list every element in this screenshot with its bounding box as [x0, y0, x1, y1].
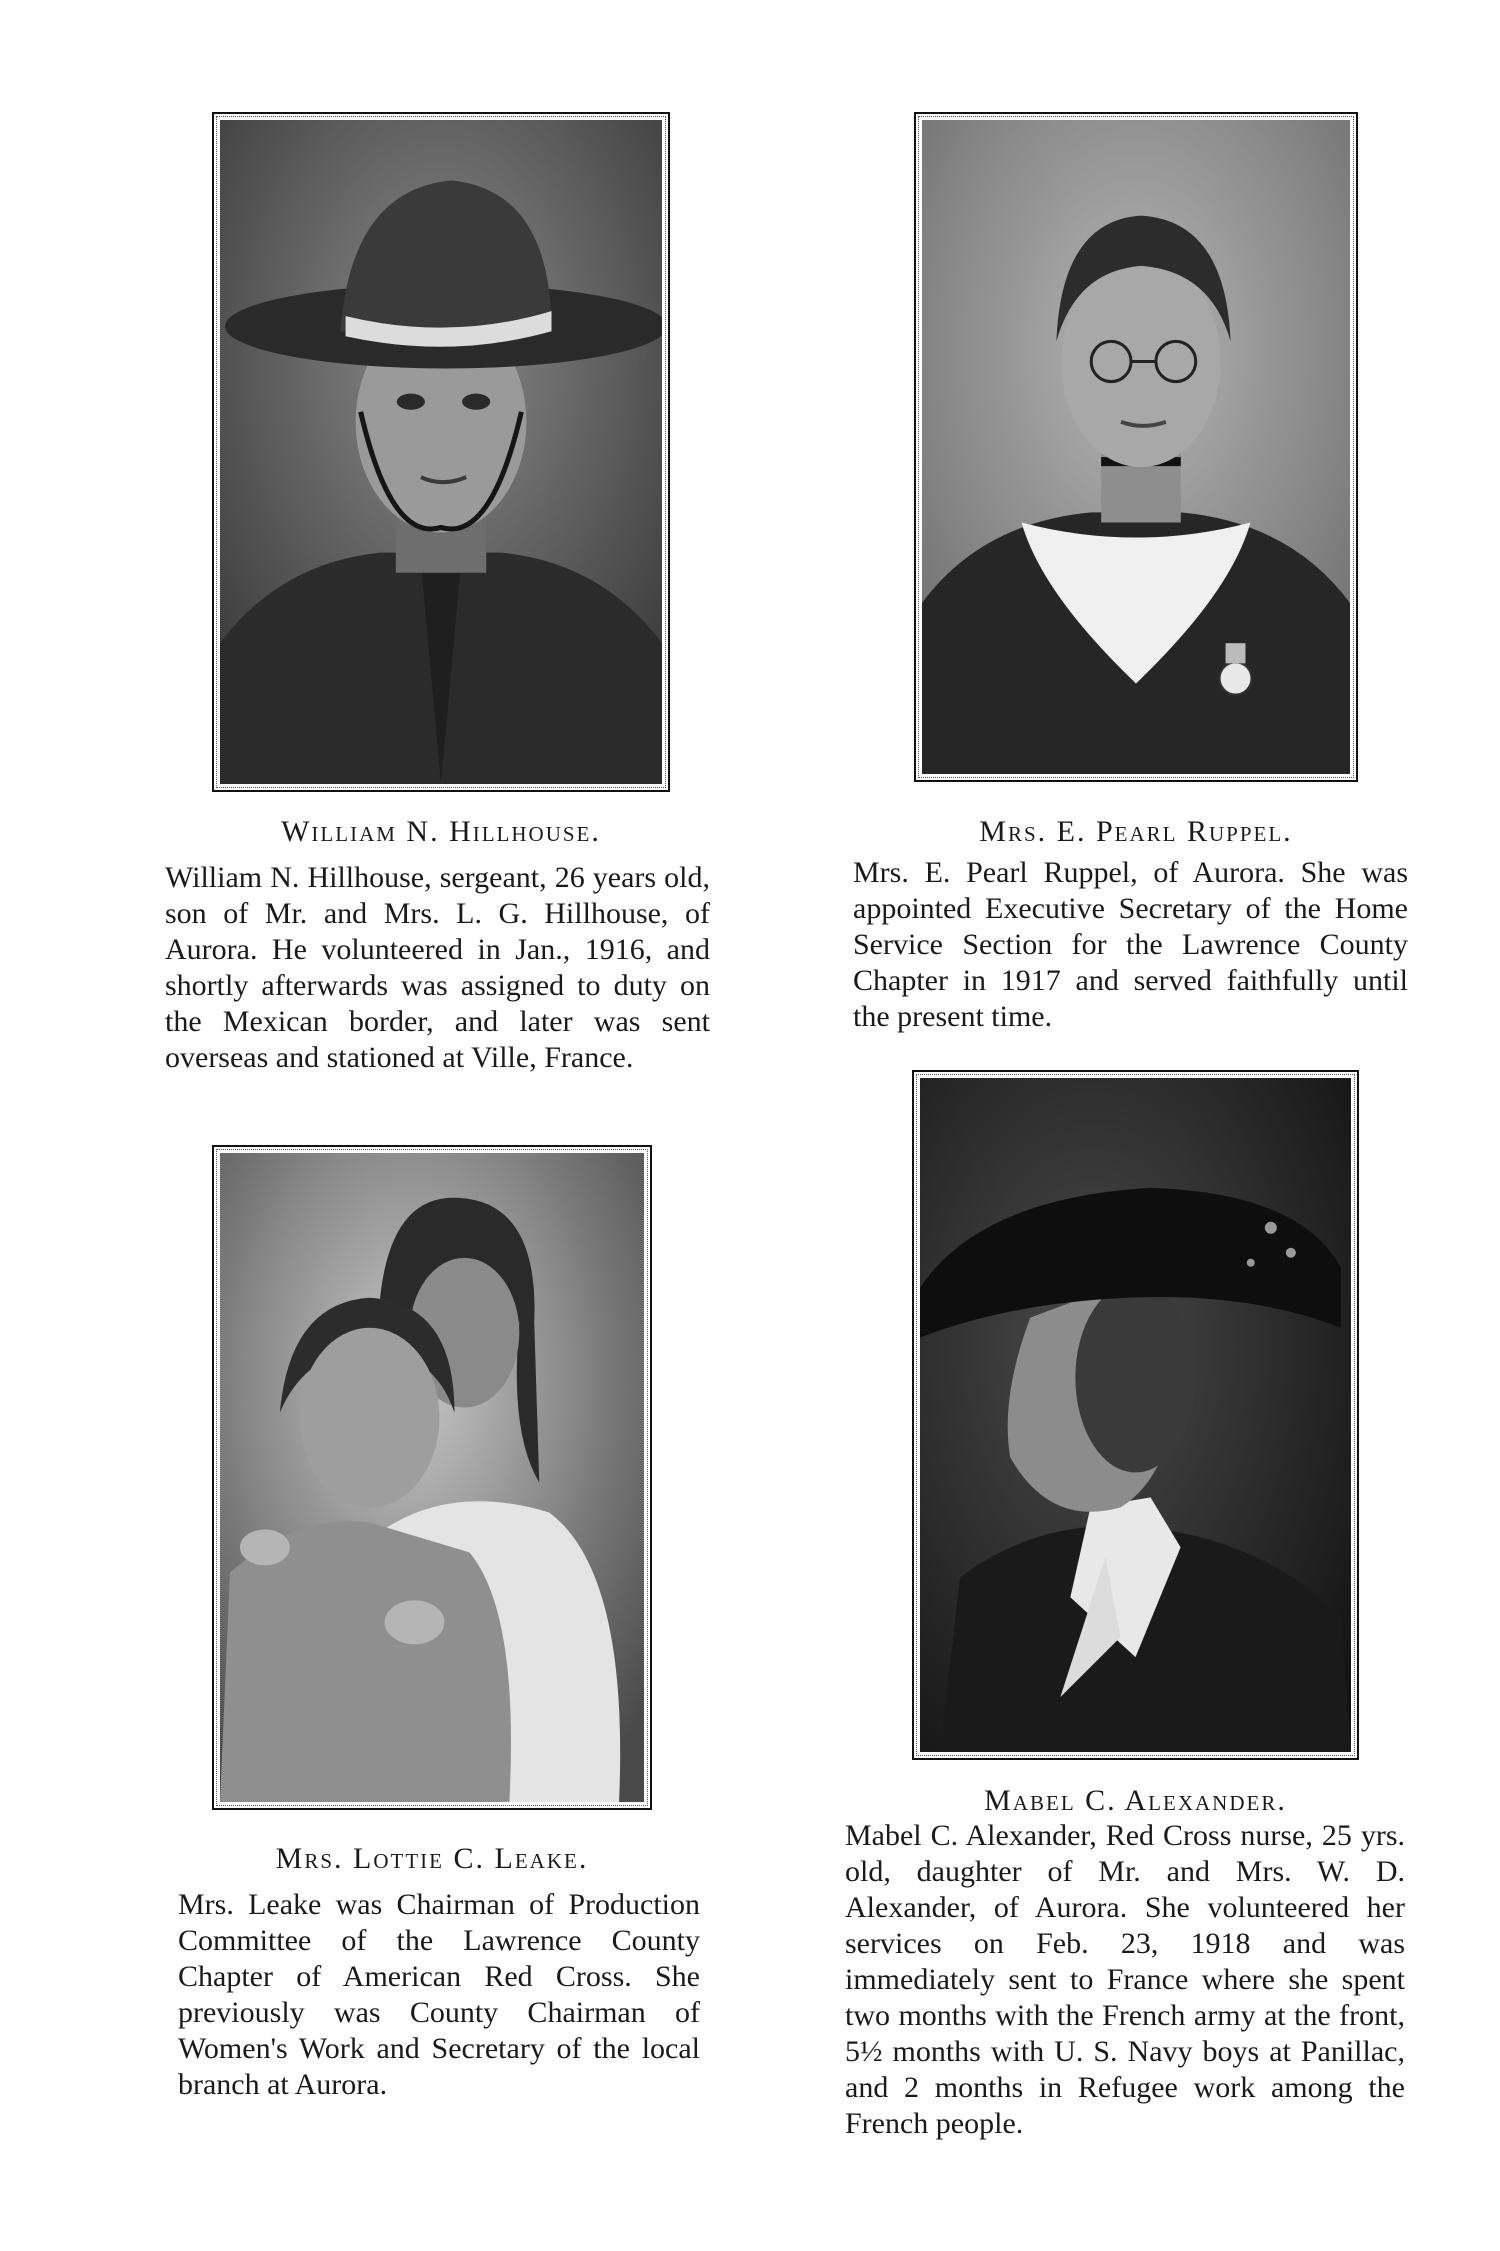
biography-text: Mabel C. Alexander, Red Cross nurse, 25 yrs. old, daughter of Mr. and Mrs. W. D. Alexander, of Aurora. She volunteered her services on Feb. 23, 1918 and was immediately sent to France where she spent two months with the French army at the front, 5½ months with U. S. Navy boys at Panillac, and 2 months in Refugee work among the French people. — [845, 1819, 1405, 2140]
photo-frame — [912, 1070, 1359, 1760]
caption-title: Mrs. Lottie C. Leake. — [275, 1842, 589, 1875]
mother-daughter-portrait-image — [220, 1153, 644, 1802]
soldier-portrait-image — [220, 120, 662, 784]
portrait-photo — [922, 120, 1350, 774]
woman-portrait-image — [922, 120, 1350, 774]
caption-title: William N. Hillhouse. — [281, 815, 601, 848]
photo-frame — [914, 112, 1358, 782]
biography-text: Mrs. E. Pearl Ruppel, of Aurora. She was appointed Executive Secretary of the Home Service Section for the Lawrence County Chapter in 1917 and served faithfully until the present time. — [853, 856, 1408, 1033]
caption-title: Mabel C. Alexander. — [984, 1784, 1287, 1817]
biography-text: William N. Hillhouse, sergeant, 26 years old, son of Mr. and Mrs. L. G. Hillhouse, of Aurora. He volunteered in Jan., 1916, and shortly afterwards was assigned to duty on the Mexican border, and later was sent overseas and stationed at Ville, France. — [165, 861, 710, 1074]
biography-text: Mrs. Leake was Chairman of Production Committee of the Lawrence County Chapter of American Red Cross. She previously was County Chairman of Women's Work and Secretary of the local branch at Aurora. — [178, 1888, 700, 2101]
photo-frame — [212, 1145, 652, 1810]
photo-frame — [212, 112, 670, 792]
nurse-portrait-image — [920, 1078, 1351, 1752]
portrait-photo — [920, 1078, 1351, 1752]
portrait-photo — [220, 1153, 644, 1802]
caption-title: Mrs. E. Pearl Ruppel. — [979, 815, 1293, 848]
portrait-photo — [220, 120, 662, 784]
